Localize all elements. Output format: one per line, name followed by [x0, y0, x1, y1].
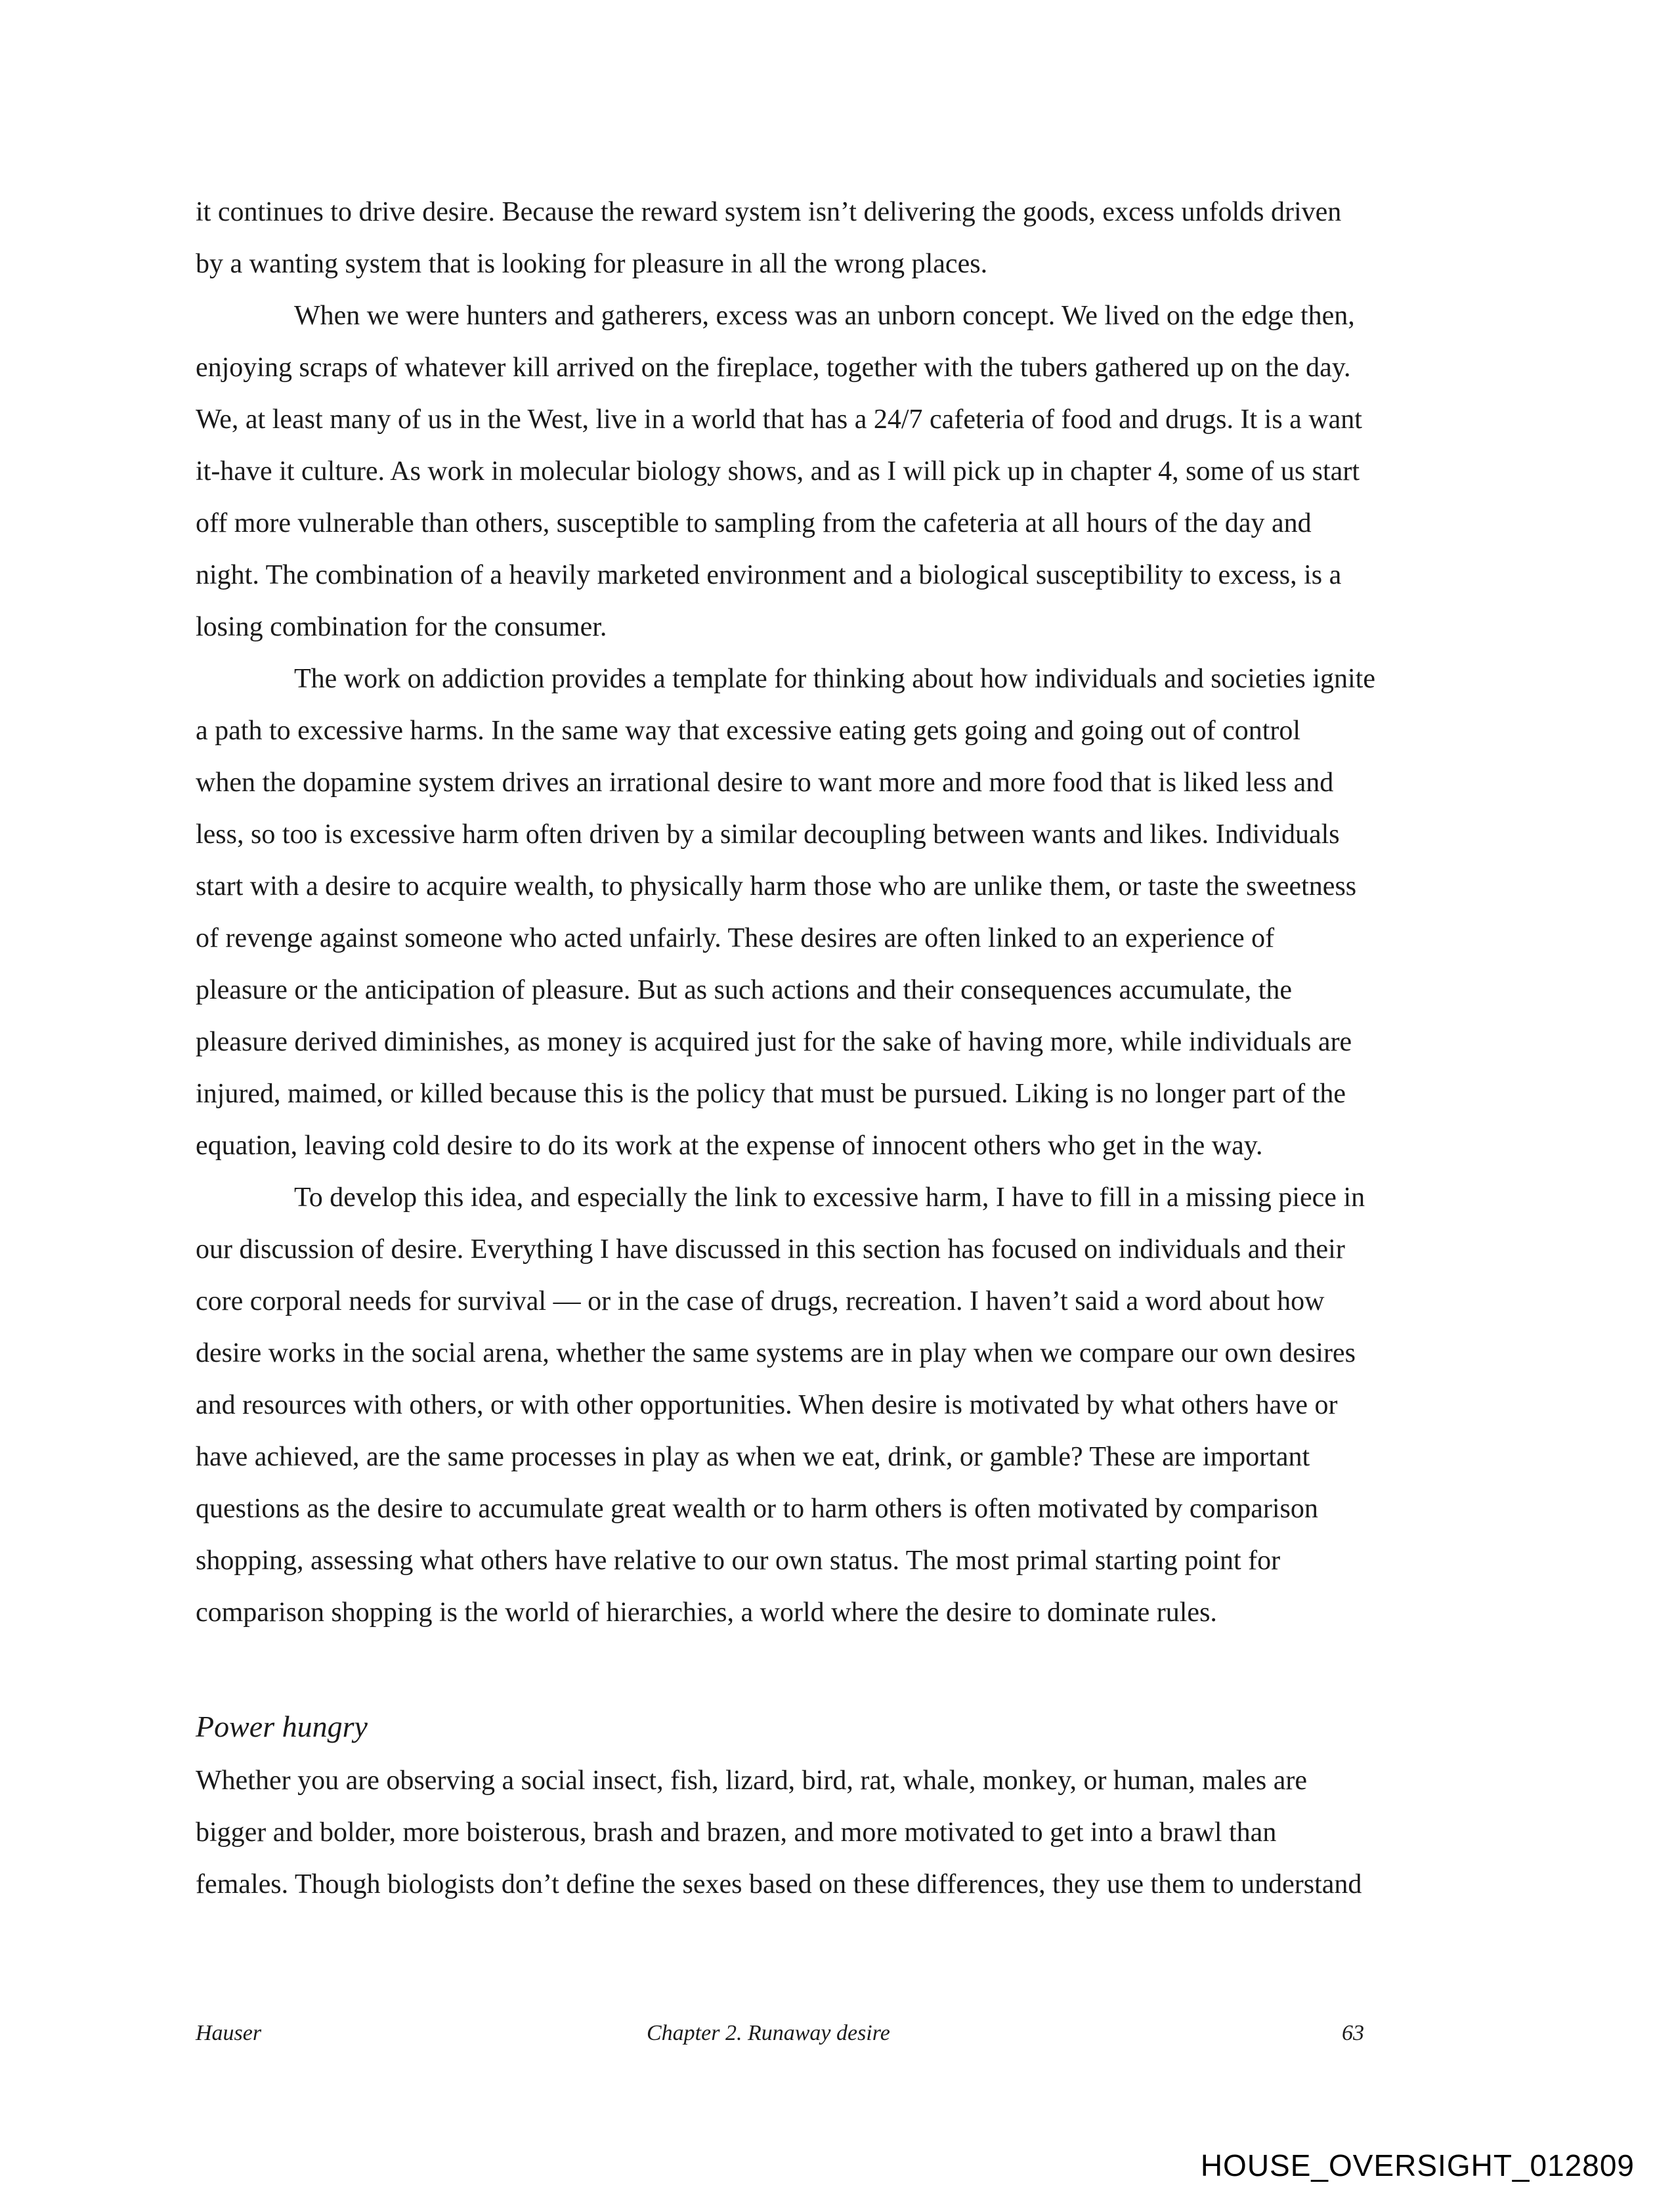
footer-page-number: 63	[1342, 2021, 1364, 2045]
body-line: and resources with others, or with other opportunities. When desire is motivated by what others have or	[196, 1390, 1338, 1420]
body-line: off more vulnerable than others, susceptible to sampling from the cafeteria at all hours of the day and	[196, 508, 1312, 538]
body-line: it continues to drive desire. Because the reward system isn’t delivering the goods, excess unfolds driven	[196, 197, 1342, 227]
body-line: night. The combination of a heavily marketed environment and a biological susceptibility to excess, is a	[196, 560, 1342, 590]
body-line: bigger and bolder, more boisterous, brash and brazen, and more motivated to get into a brawl than	[196, 1817, 1277, 1848]
body-line: a path to excessive harms. In the same way that excessive eating gets going and going out of control	[196, 716, 1301, 746]
body-line: enjoying scraps of whatever kill arrived on the fireplace, together with the tubers gathered up on the day.	[196, 353, 1351, 383]
section-heading: Power hungry	[196, 1710, 368, 1743]
body-line: equation, leaving cold desire to do its work at the expense of innocent others who get in the way.	[196, 1131, 1263, 1161]
body-line: losing combination for the consumer.	[196, 612, 607, 642]
body-line: of revenge against someone who acted unfairly. These desires are often linked to an experience of	[196, 923, 1275, 953]
body-line: The work on addiction provides a template for thinking about how individuals and societies ignite	[294, 664, 1375, 694]
footer-author: Hauser	[196, 2021, 262, 2045]
body-line: When we were hunters and gatherers, excess was an unborn concept. We lived on the edge then,	[294, 301, 1355, 331]
body-line: it-have it culture. As work in molecular biology shows, and as I will pick up in chapter 4, some of us start	[196, 456, 1360, 487]
body-line: core corporal needs for survival — or in the case of drugs, recreation. I haven’t said a word about how	[196, 1286, 1325, 1316]
body-line: by a wanting system that is looking for pleasure in all the wrong places.	[196, 249, 988, 279]
body-line: pleasure or the anticipation of pleasure. But as such actions and their consequences accumulate, the	[196, 975, 1293, 1005]
footer-chapter: Chapter 2. Runaway desire	[647, 2021, 890, 2045]
bates-stamp: HOUSE_OVERSIGHT_012809	[1200, 2148, 1635, 2182]
body-line: start with a desire to acquire wealth, to physically harm those who are unlike them, or taste the sweetness	[196, 871, 1357, 901]
body-line: shopping, assessing what others have relative to our own status. The most primal starting point for	[196, 1546, 1281, 1576]
body-line: comparison shopping is the world of hierarchies, a world where the desire to dominate rules.	[196, 1597, 1217, 1628]
body-line: when the dopamine system drives an irrational desire to want more and more food that is liked less and	[196, 768, 1334, 798]
body-line: questions as the desire to accumulate great wealth or to harm others is often motivated by comparison	[196, 1494, 1318, 1524]
body-line: females. Though biologists don’t define the sexes based on these differences, they use them to understand	[196, 1869, 1362, 1899]
body-line: Whether you are observing a social insect, fish, lizard, bird, rat, whale, monkey, or human, males are	[196, 1766, 1308, 1796]
body-line: We, at least many of us in the West, live in a world that has a 24/7 cafeteria of food and drugs. It is a want	[196, 404, 1362, 435]
body-line: our discussion of desire. Everything I have discussed in this section has focused on individuals and their	[196, 1234, 1345, 1265]
body-line: less, so too is excessive harm often driven by a similar decoupling between wants and likes. Individuals	[196, 819, 1340, 850]
body-line: desire works in the social arena, whether the same systems are in play when we compare our own desires	[196, 1338, 1356, 1368]
body-line: pleasure derived diminishes, as money is acquired just for the sake of having more, while individuals are	[196, 1027, 1352, 1057]
body-line: have achieved, are the same processes in play as when we eat, drink, or gamble? These are important	[196, 1442, 1310, 1472]
body-line: To develop this idea, and especially the link to excessive harm, I have to fill in a missing piece in	[294, 1182, 1365, 1213]
body-line: injured, maimed, or killed because this is the policy that must be pursued. Liking is no longer part of the	[196, 1079, 1346, 1109]
